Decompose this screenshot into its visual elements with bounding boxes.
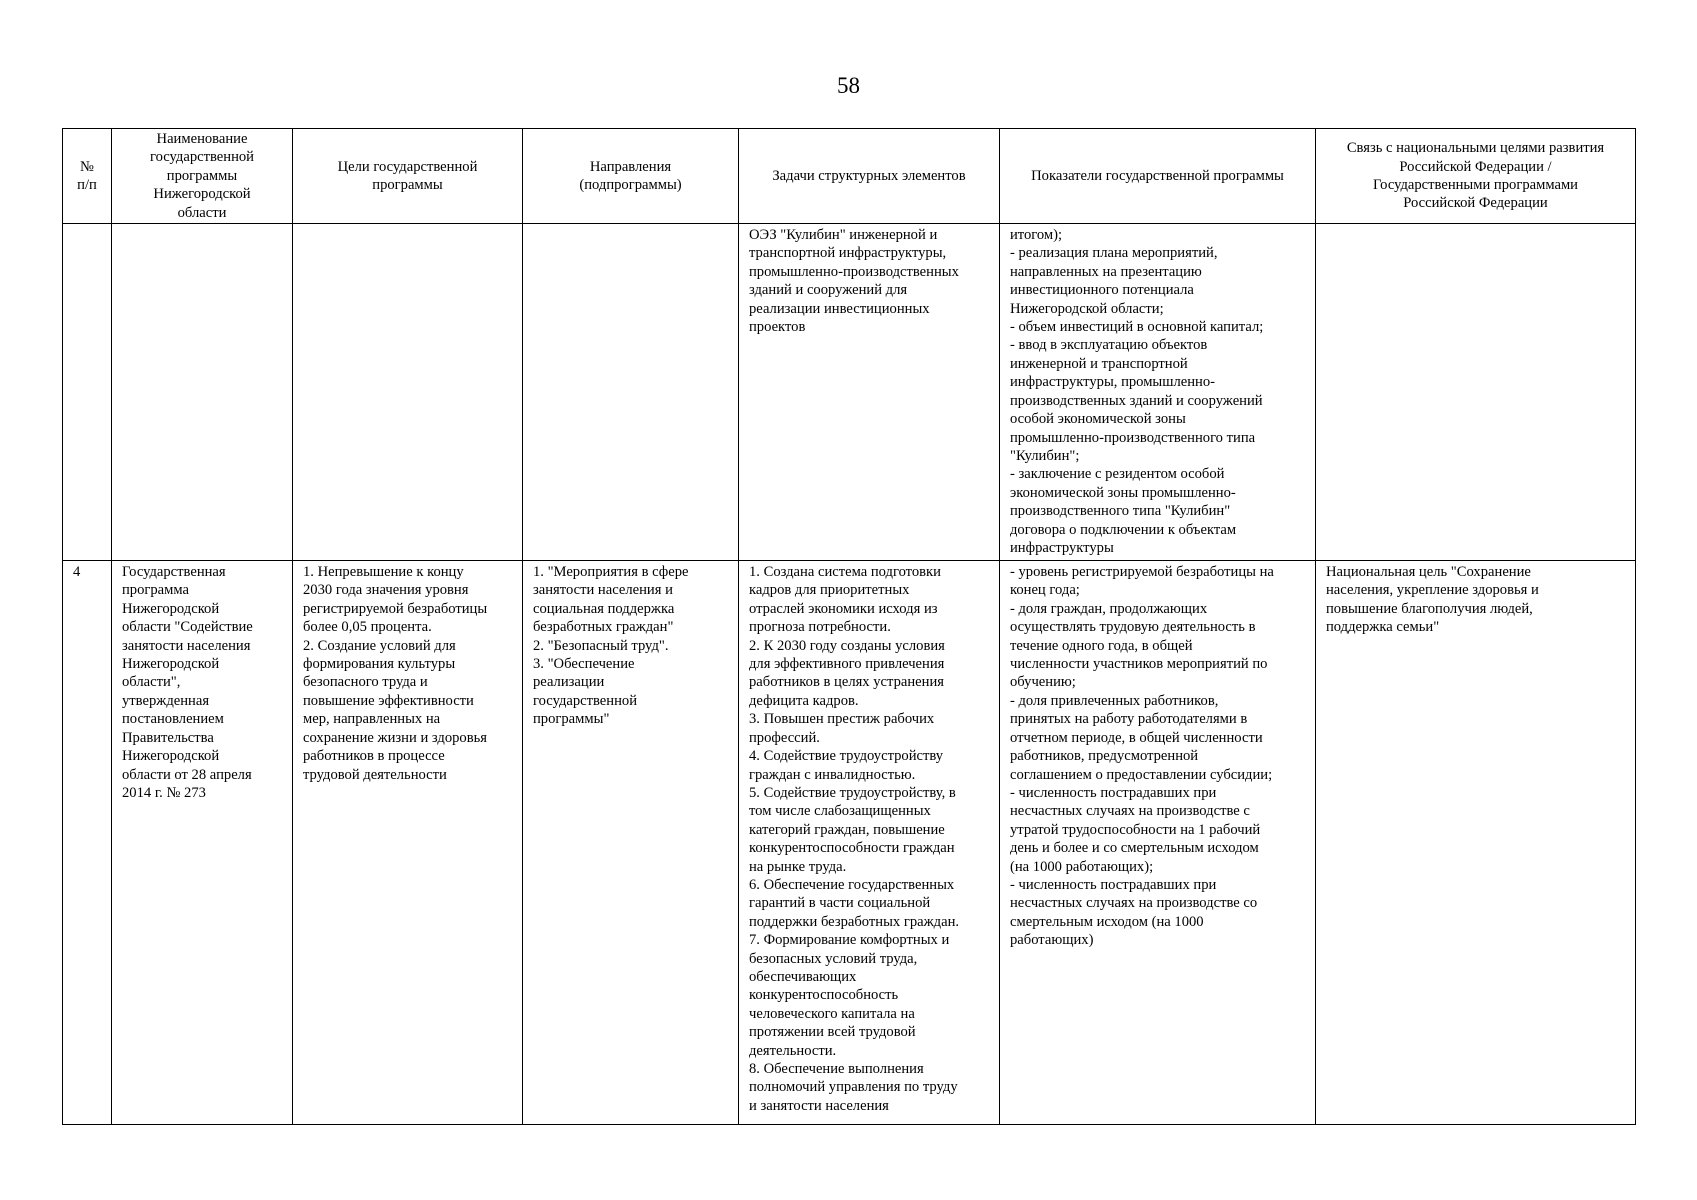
cell-directions bbox=[523, 224, 739, 561]
table-row bbox=[63, 224, 1636, 561]
cell-program-name bbox=[112, 224, 293, 561]
header-num: № п/п bbox=[63, 129, 112, 224]
header-directions: Направления (подпрограммы) bbox=[523, 129, 739, 224]
table-row bbox=[63, 561, 1636, 1125]
header-indicators: Показатели государственной программы bbox=[1000, 129, 1316, 224]
cell-national-goals-link bbox=[1316, 224, 1636, 561]
cell-goals bbox=[293, 224, 523, 561]
cell-goals: 1. Непревышение к концу 2030 года значения уровня регистрируемой безработицы более 0,05 процента. 2. Создание условий для формирования культуры безопасного труда и повышение эффективности мер, направленных на сохранение жизни и здоровья работников в процессе трудовой деятельности bbox=[293, 561, 523, 1125]
page-number: 58 bbox=[837, 73, 860, 98]
cell-tasks: 1. Создана система подготовки кадров для приоритетных отраслей экономики исходя из прогноза потребности. 2. К 2030 году созданы условия для эффективного привлечения работников в целях устранения дефицита кадров. 3. Повышен престиж рабочих профессий. 4. Содействие трудоустройству граждан с инвалидностью. 5. Содействие трудоустройству, в том числе слабозащищенных категорий граждан, повышение конкурентоспособности граждан на рынке труда. 6. Обеспечение государственных гарантий в части социальной поддержки безработных граждан. 7. Формирование комфортных и безопасных условий труда, обеспечивающих конкурентоспособность человеческого капитала на протяжении всей трудовой деятельности. 8. Обеспечение выполнения полномочий управления по труду и занятости населения bbox=[739, 561, 1000, 1125]
header-tasks: Задачи структурных элементов bbox=[739, 129, 1000, 224]
header-national-goals-link: Связь с национальными целями развития Российской Федерации / Государственными программами Российской Федерации bbox=[1316, 129, 1636, 224]
header-goals: Цели государственной программы bbox=[293, 129, 523, 224]
program-table bbox=[62, 128, 1636, 1125]
cell-national-goals-link: Национальная цель "Сохранение населения, укрепление здоровья и повышение благополучия людей, поддержка семьи" bbox=[1316, 561, 1636, 1125]
table-header-row bbox=[63, 129, 1636, 224]
cell-indicators: итогом); - реализация плана мероприятий, направленных на презентацию инвестиционного потенциала Нижегородской области; - объем инвестиций в основной капитал; - ввод в эксплуатацию объектов инженерной и транспортной инфраструктуры, промышленно- производственных зданий и сооружений особой экономической зоны промышленно-производственного типа "Кулибин"; - заключение с резидентом особой экономической зоны промышленно- производственного типа "Кулибин" договора о подключении к объектам инфраструктуры bbox=[1000, 224, 1316, 561]
cell-num bbox=[63, 224, 112, 561]
cell-program-name: Государственная программа Нижегородской области "Содействие занятости населения Нижегородской области", утвержденная постановлением Правительства Нижегородской области от 28 апреля 2014 г. № 273 bbox=[112, 561, 293, 1125]
cell-tasks: ОЭЗ "Кулибин" инженерной и транспортной инфраструктуры, промышленно-производственных зданий и сооружений для реализации инвестиционных проектов bbox=[739, 224, 1000, 561]
cell-num: 4 bbox=[63, 561, 112, 1125]
cell-directions: 1. "Мероприятия в сфере занятости населения и социальная поддержка безработных граждан" 2. "Безопасный труд". 3. "Обеспечение реализации государственной программы" bbox=[523, 561, 739, 1125]
header-program-name: Наименование государственной программы Нижегородской области bbox=[112, 129, 293, 224]
cell-indicators: - уровень регистрируемой безработицы на конец года; - доля граждан, продолжающих осуществлять трудовую деятельность в течение одного года, в общей численности участников мероприятий по обучению; - доля привлеченных работников, принятых на работу работодателями в отчетном периоде, в общей численности работников, предусмотренной соглашением о предоставлении субсидии; - численность пострадавших при несчастных случаях на производстве с утратой трудоспособности на 1 рабочий день и более и со смертельным исходом (на 1000 работающих); - численность пострадавших при несчастных случаях на производстве со смертельным исходом (на 1000 работающих) bbox=[1000, 561, 1316, 1125]
